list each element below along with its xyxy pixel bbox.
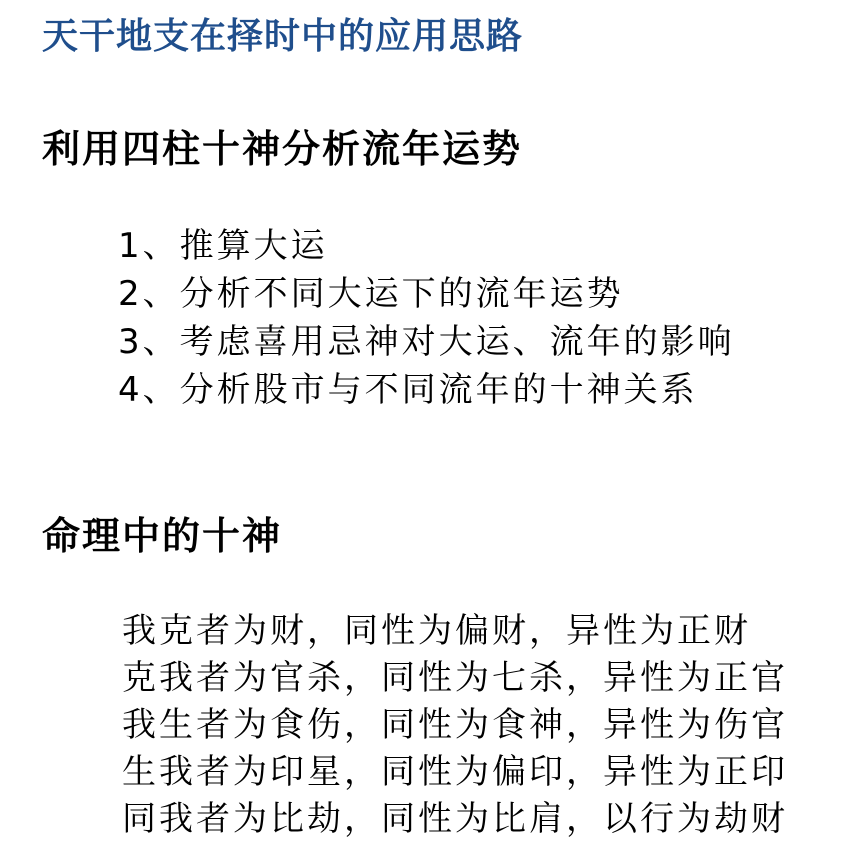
list-item: 3、考虑喜用忌神对大运、流年的影响 <box>118 322 735 362</box>
list-item: 我克者为财，同性为偏财，异性为正财 <box>122 611 751 651</box>
list-item: 2、分析不同大运下的流年运势 <box>118 274 624 314</box>
steps-list <box>118 222 735 414</box>
section-heading-ten-gods: 命理中的十神 <box>42 514 283 558</box>
ten-gods-list <box>122 608 788 843</box>
list-item: 我生者为食伤，同性为食神，异性为伤官 <box>122 705 788 745</box>
list-item: 同我者为比劫，同性为比肩，以行为劫财 <box>122 799 788 839</box>
list-item: 4、分析股市与不同流年的十神关系 <box>118 370 698 410</box>
list-item: 生我者为印星，同性为偏印，异性为正印 <box>122 752 788 792</box>
list-item: 1、推算大运 <box>118 226 328 266</box>
page-title: 天干地支在择时中的应用思路 <box>42 16 524 57</box>
section-heading-four-pillars: 利用四柱十神分析流年运势 <box>42 127 523 171</box>
list-item: 克我者为官杀，同性为七杀，异性为正官 <box>122 658 788 698</box>
